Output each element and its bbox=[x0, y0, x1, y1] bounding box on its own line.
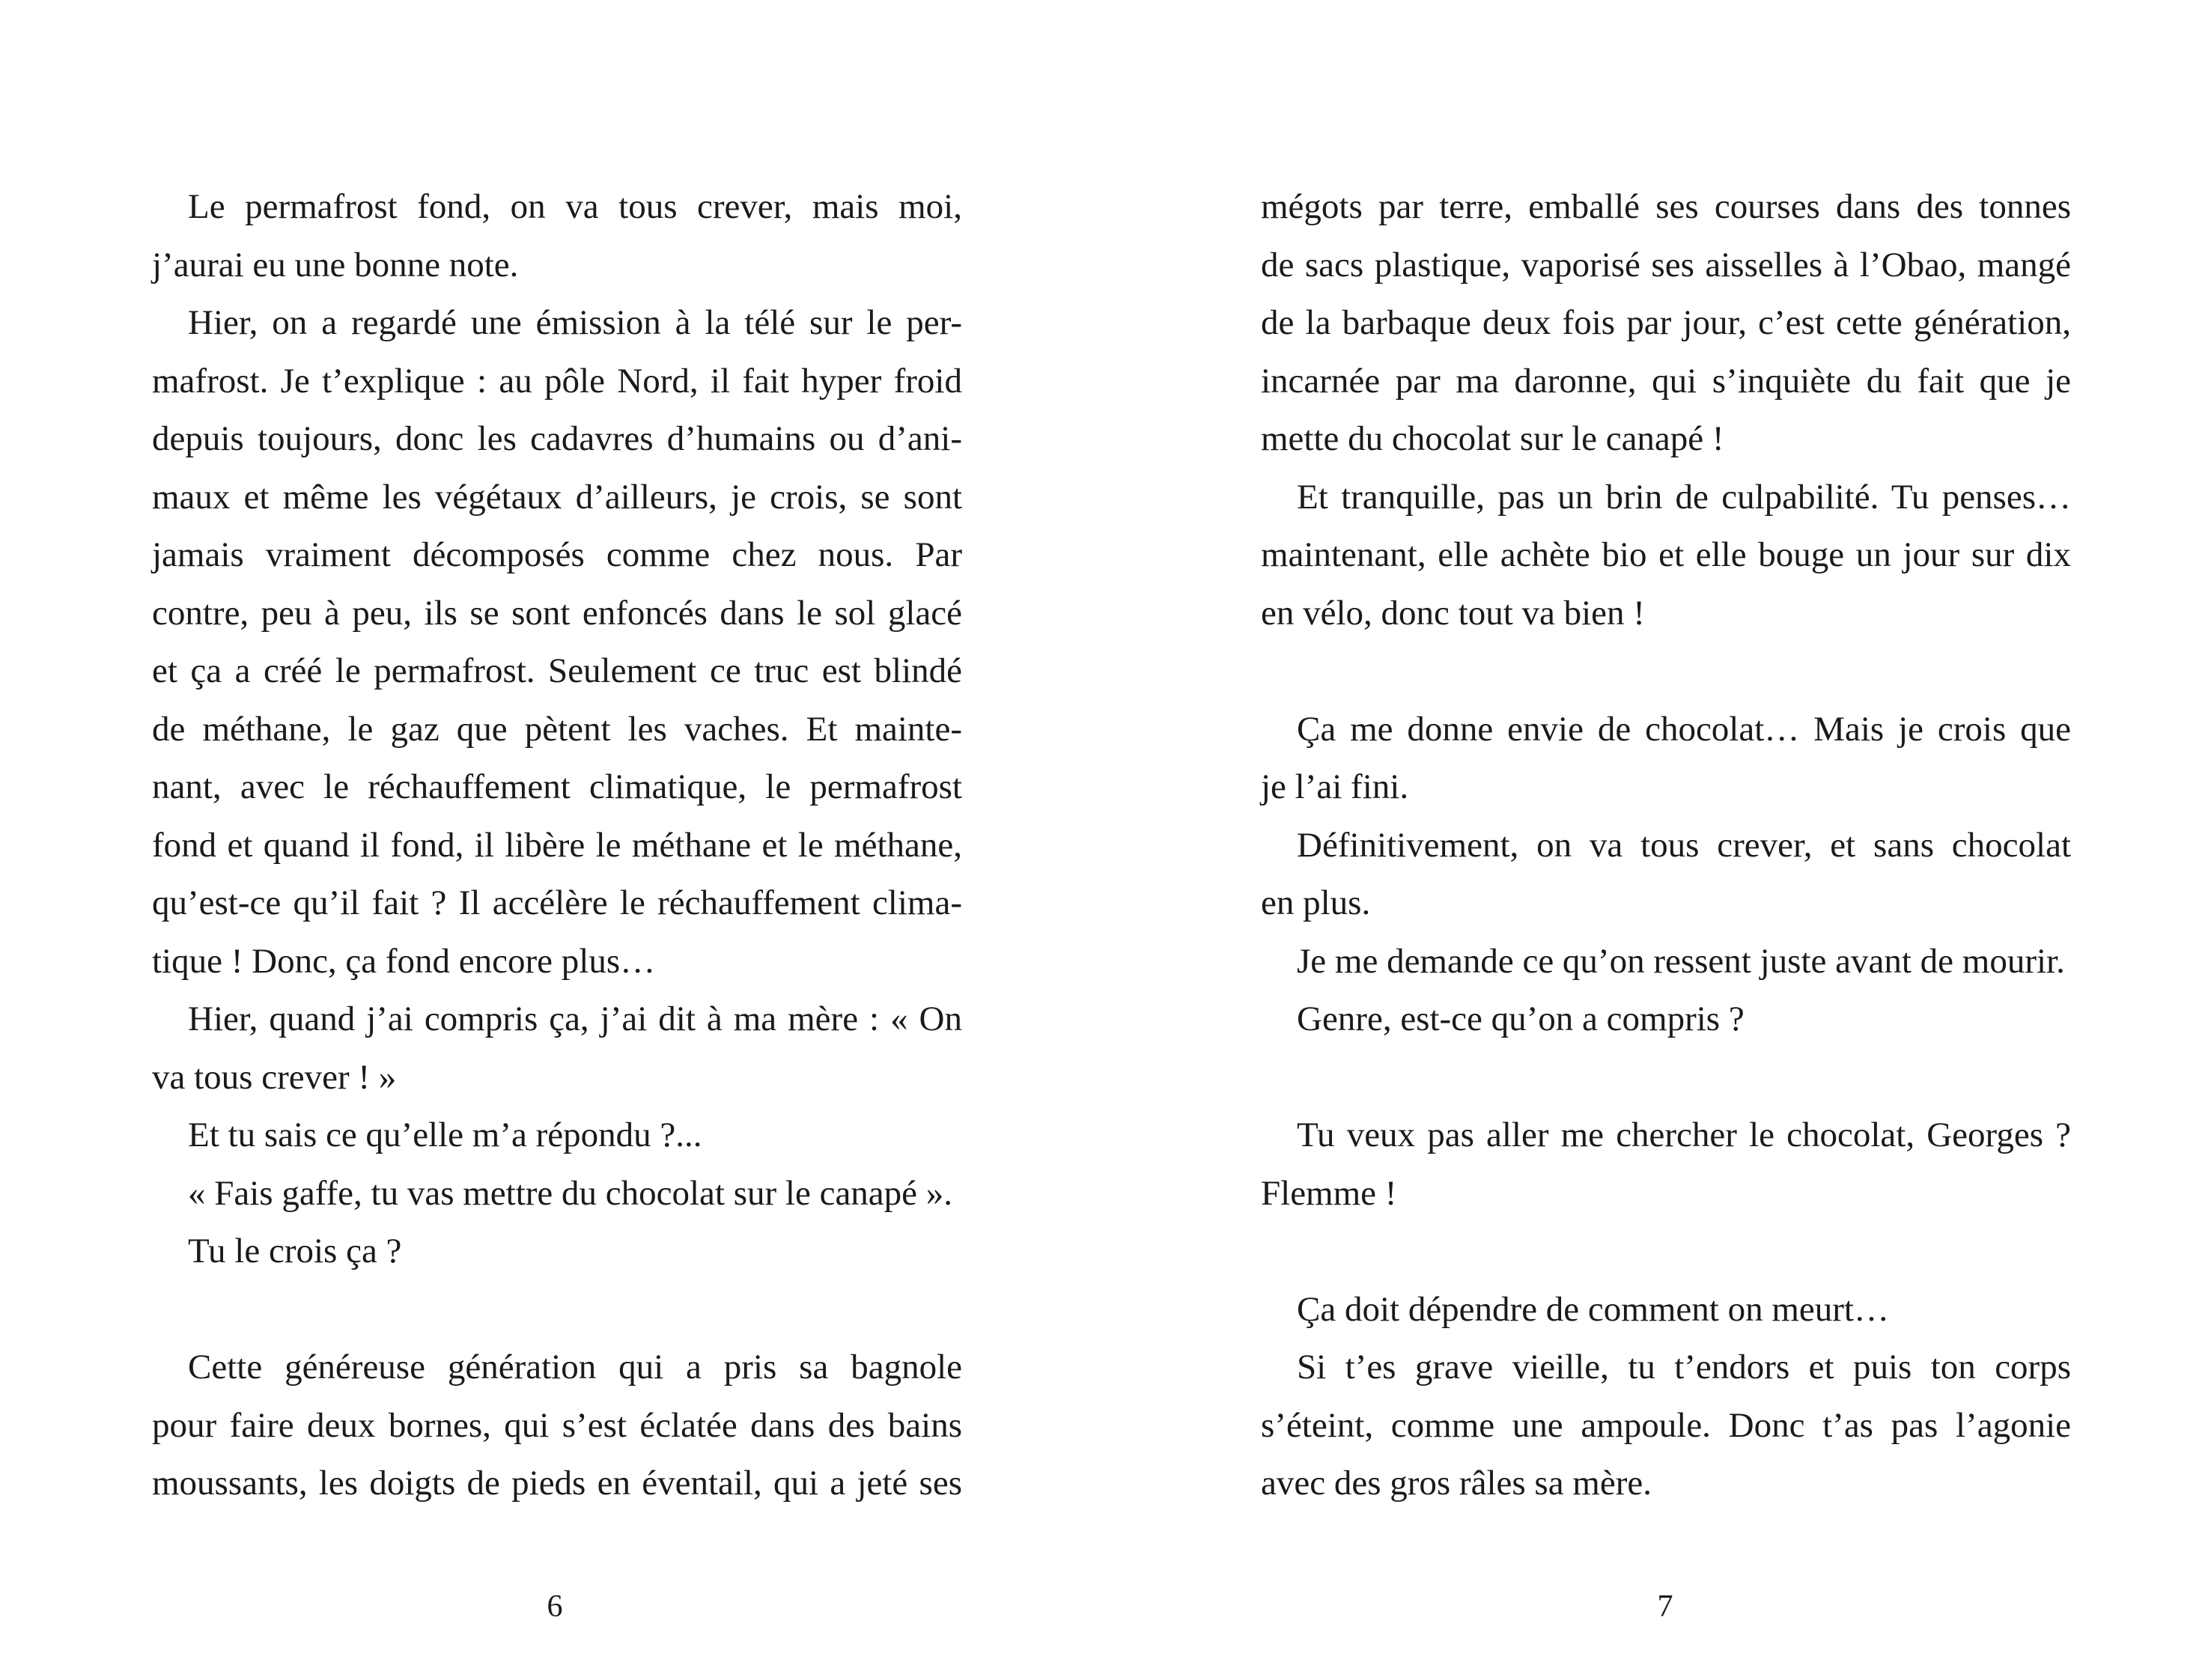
text-line: depuis toujours, donc les cadavres d’humains ou d’ani- bbox=[152, 419, 962, 458]
text-line: en plus. bbox=[1261, 883, 1371, 922]
blank-line bbox=[1261, 1049, 2071, 1107]
text-line: de méthane, le gaz que pètent les vaches. Et mainte- bbox=[152, 709, 962, 749]
text-line: mafrost. Je t’explique : au pôle Nord, il fait hyper froid bbox=[152, 361, 962, 401]
text-line: de la barbaque deux fois par jour, c’est cette génération, bbox=[1261, 303, 2071, 342]
text-line: Tu le crois ça ? bbox=[188, 1232, 402, 1270]
right-text-column bbox=[1261, 178, 2071, 1513]
text-line: incarnée par ma daronne, qui s’inquiète du fait que je bbox=[1261, 361, 2071, 401]
text-line: pour faire deux bornes, qui s’est éclatée dans des bains bbox=[152, 1405, 962, 1445]
text-line: Hier, quand j’ai compris ça, j’ai dit à ma mère : « On bbox=[188, 999, 962, 1038]
text-line: Hier, on a regardé une émission à la télé sur le per- bbox=[188, 303, 962, 342]
text-line: « Fais gaffe, tu vas mettre du chocolat sur le canapé ». bbox=[188, 1173, 953, 1213]
page-number: 6 bbox=[547, 1589, 563, 1624]
text-line: Et tranquille, pas un brin de culpabilité. Tu penses… bbox=[1297, 477, 2071, 517]
text-line: Ça me donne envie de chocolat… Mais je crois que bbox=[1297, 709, 2071, 749]
blank-line bbox=[1261, 642, 2071, 701]
text-line: Ça doit dépendre de comment on meurt… bbox=[1297, 1289, 1889, 1329]
text-line: Le permafrost fond, on va tous crever, mais moi, bbox=[188, 187, 962, 226]
text-line: je l’ai fini. bbox=[1261, 767, 1409, 806]
right-page bbox=[1106, 0, 2211, 1680]
text-line: j’aurai eu une bonne note. bbox=[152, 245, 519, 284]
blank-line bbox=[152, 1281, 962, 1339]
text-line: Définitivement, on va tous crever, et sans chocolat bbox=[1297, 825, 2071, 865]
blank-line bbox=[1261, 1223, 2071, 1281]
text-line: nant, avec le réchauffement climatique, le permafrost bbox=[152, 767, 962, 806]
text-line: mette du chocolat sur le canapé ! bbox=[1261, 419, 1724, 458]
text-line: mégots par terre, emballé ses courses dans des tonnes bbox=[1261, 187, 2071, 226]
text-line: Tu veux pas aller me chercher le chocolat, Georges ? bbox=[1297, 1116, 2071, 1154]
text-line: Si t’es grave vieille, tu t’endors et puis ton corps bbox=[1297, 1348, 2071, 1387]
text-line: et ça a créé le permafrost. Seulement ce truc est blindé bbox=[152, 651, 962, 690]
page-number: 7 bbox=[1657, 1589, 1673, 1624]
text-line: qu’est-ce qu’il fait ? Il accélère le réchauffement clima- bbox=[152, 883, 962, 922]
left-text-column bbox=[152, 178, 962, 1513]
text-line: moussants, les doigts de pieds en éventail, qui a jeté ses bbox=[152, 1464, 962, 1503]
text-line: tique ! Donc, ça fond encore plus… bbox=[152, 941, 656, 981]
text-line: va tous crever ! » bbox=[152, 1057, 397, 1097]
text-line: Cette généreuse génération qui a pris sa bagnole bbox=[188, 1348, 962, 1387]
text-line: Et tu sais ce qu’elle m’a répondu ?... bbox=[188, 1116, 702, 1154]
left-page bbox=[0, 0, 1105, 1680]
text-line: fond et quand il fond, il libère le méthane et le méthane, bbox=[152, 825, 962, 865]
text-line: Genre, est-ce qu’on a compris ? bbox=[1297, 999, 1745, 1038]
text-line: Flemme ! bbox=[1261, 1173, 1397, 1213]
text-line: s’éteint, comme une ampoule. Donc t’as pas l’agonie bbox=[1261, 1405, 2071, 1445]
text-line: Je me demande ce qu’on ressent juste avant de mourir. bbox=[1297, 941, 2065, 981]
text-line: maintenant, elle achète bio et elle bouge un jour sur dix bbox=[1261, 535, 2071, 574]
text-line: de sacs plastique, vaporisé ses aisselles à l’Obao, mangé bbox=[1261, 245, 2071, 284]
text-line: maux et même les végétaux d’ailleurs, je crois, se sont bbox=[152, 477, 962, 517]
text-line: avec des gros râles sa mère. bbox=[1261, 1464, 1652, 1503]
text-line: en vélo, donc tout va bien ! bbox=[1261, 593, 1645, 633]
text-line: contre, peu à peu, ils se sont enfoncés dans le sol glacé bbox=[152, 593, 962, 633]
text-line: jamais vraiment décomposés comme chez nous. Par bbox=[152, 535, 962, 574]
